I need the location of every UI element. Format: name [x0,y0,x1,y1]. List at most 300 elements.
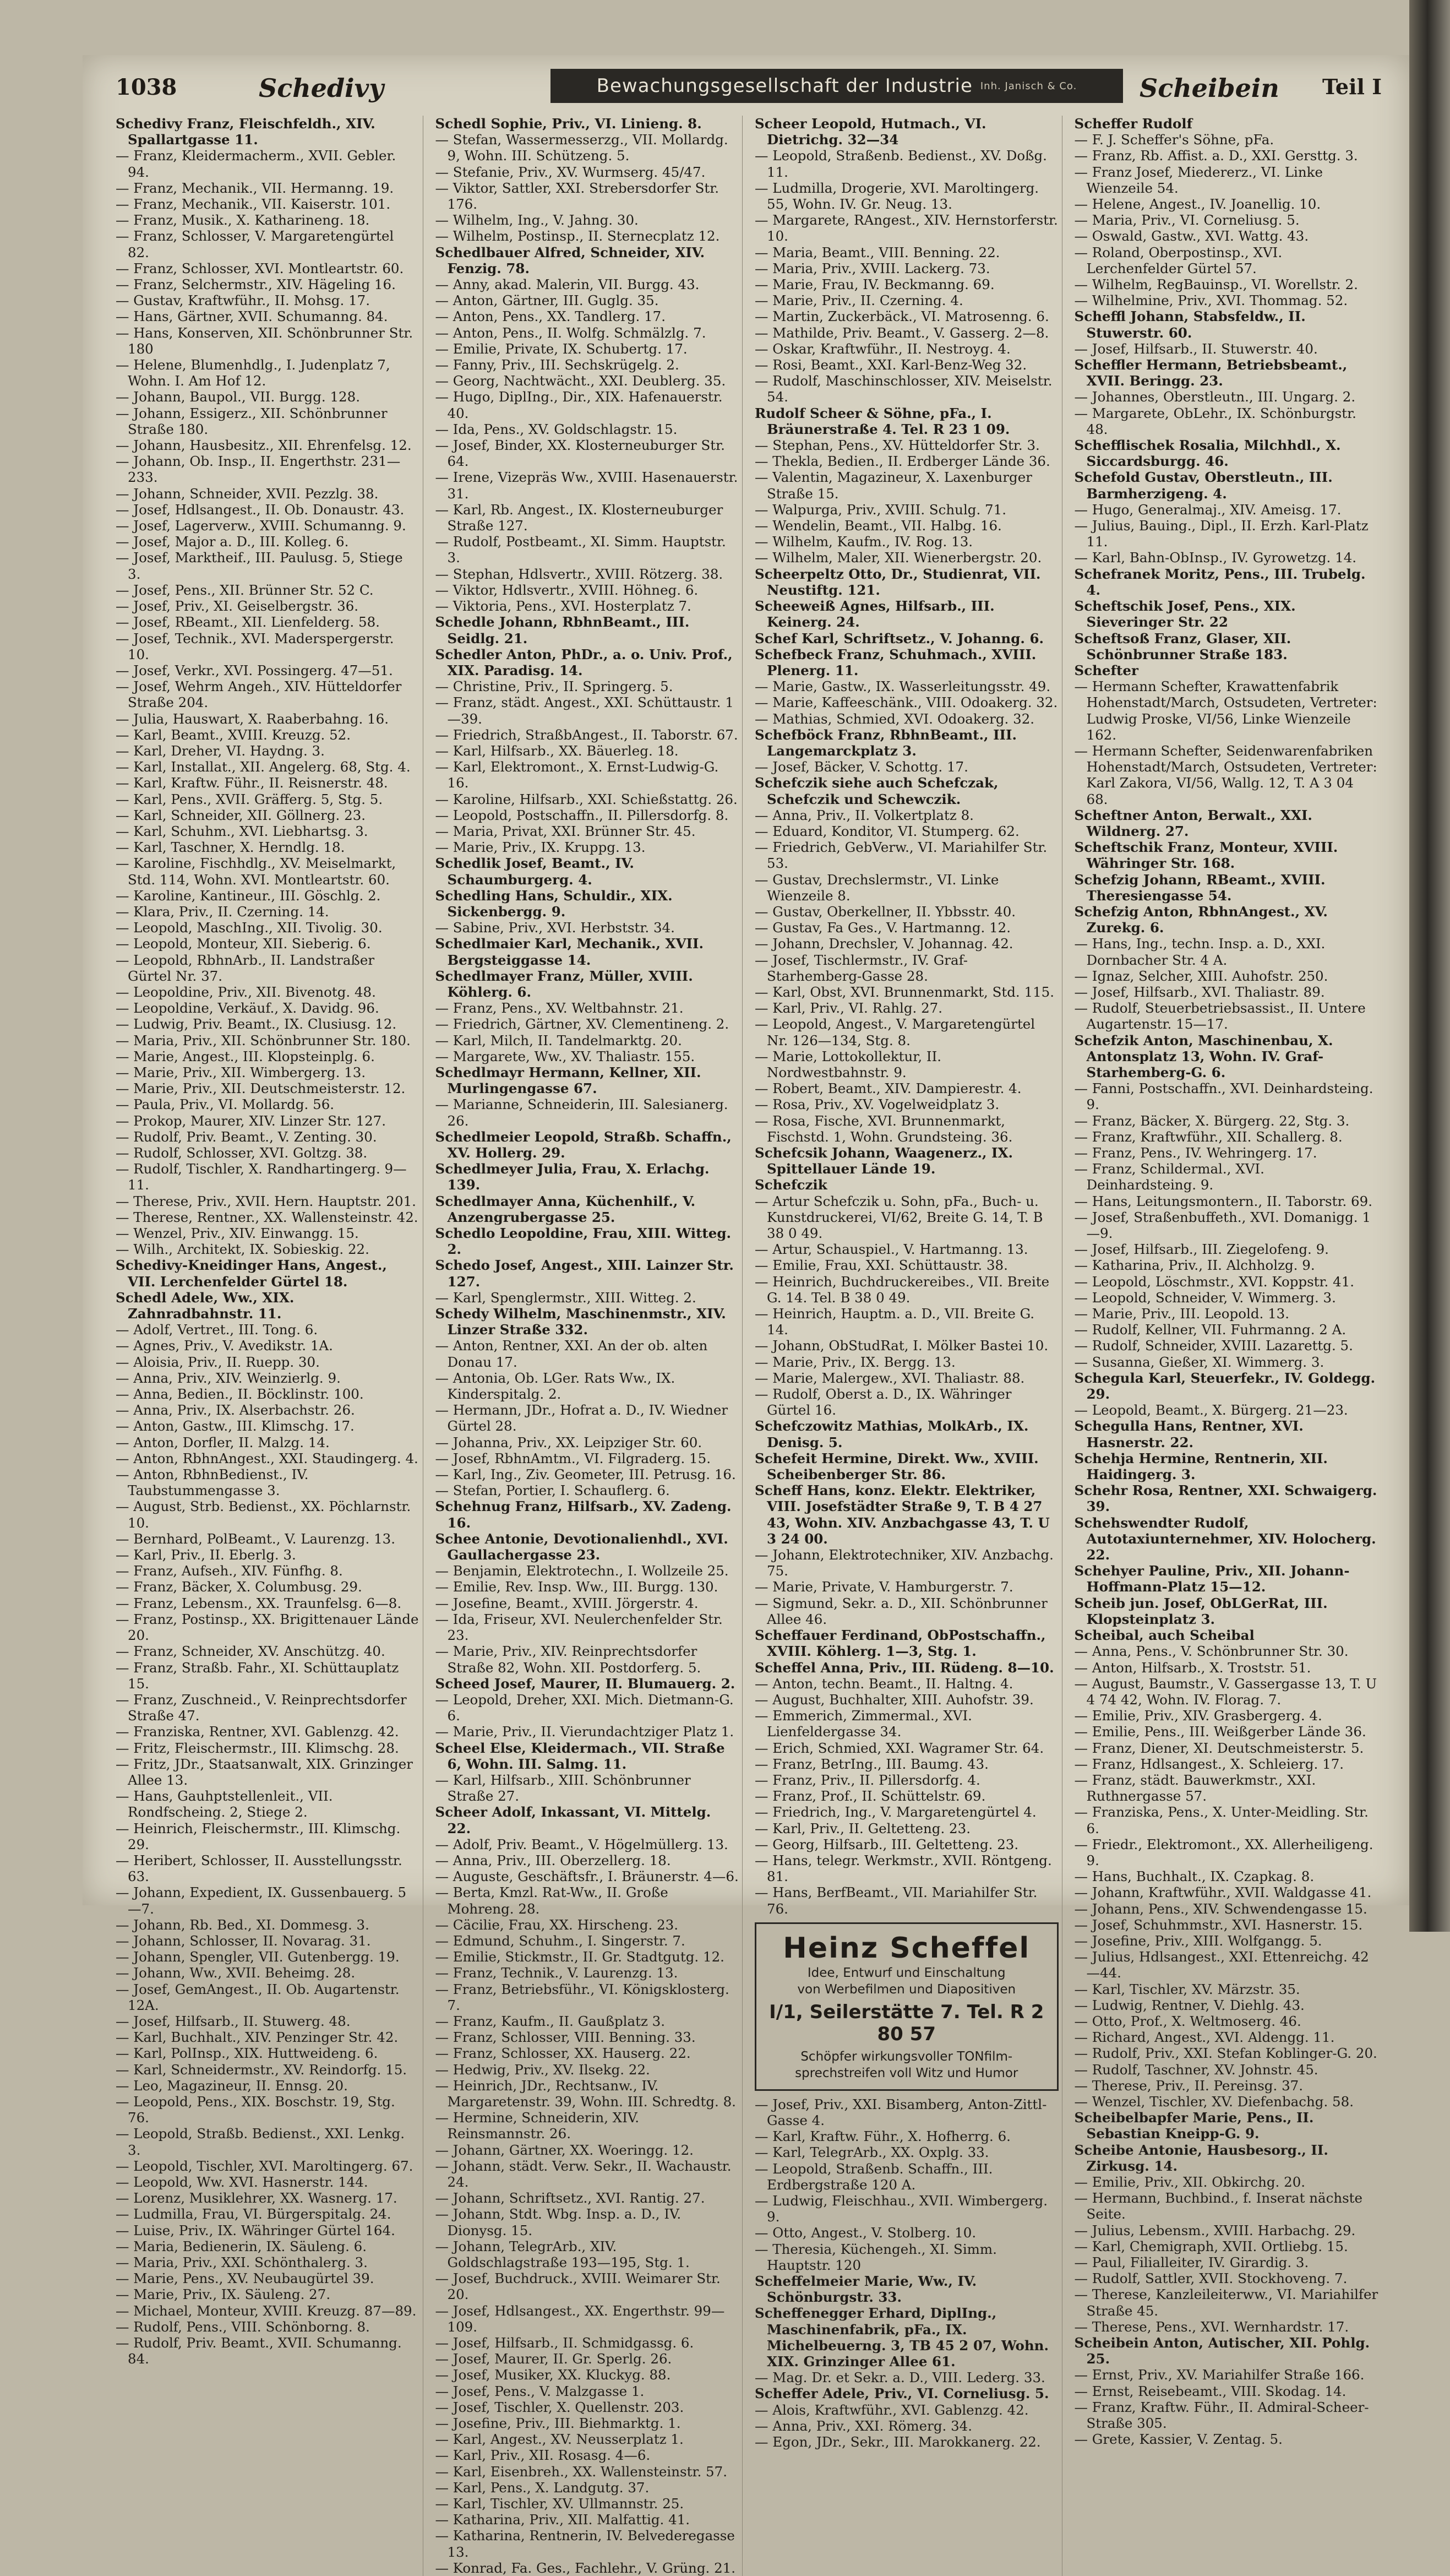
directory-entry: — Leopold, Tischler, XVI. Maroltingerg. 67. [116,2157,413,2174]
directory-entry: — Karl, Spenglermstr., XIII. Witteg. 2. [435,1289,696,1306]
directory-entry: — Fritz, Fleischermstr., III. Klimschg. 28. [116,1740,399,1756]
directory-entry: — Karl, Kraftw. Führ., X. Hofherrg. 6. [755,2128,1011,2145]
directory-entry: — Friedrich, Gärtner, XV. Clementineng. 2. [435,1016,729,1032]
directory-entry: Scheftschik Josef, Pens., XIX. Sieveringer Str. 22 [1074,598,1296,631]
directory-entry: — Karl, Ing., Ziv. Geometer, III. Petrusg. 16. [435,1466,736,1483]
directory-entry: — Agnes, Priv., V. Avedikstr. 1A. [116,1338,333,1354]
directory-entry: — Josef, Straßenbuffeth., XVI. Domanigg. 1—9. [1074,1209,1371,1242]
directory-entry: Scheffler Hermann, Betriebsbeamt., XVII. Beringg. 23. [1074,357,1348,389]
directory-entry: — Josef, Lagerverw., XVIII. Schumanng. 9. [116,518,406,534]
directory-entry: — Hans, Gauhptstellenleit., VII. Rondfscheing. 2, Stiege 2. [116,1788,333,1820]
directory-entry: — Walpurga, Priv., XVIII. Schulg. 71. [755,501,1007,518]
directory-entry: — Marie, Private, V. Hamburgerstr. 7. [755,1579,1013,1595]
section-label: Teil I [1322,74,1382,99]
directory-entry: Scheftschik Franz, Monteur, XVIII. Währinger Str. 168. [1074,839,1338,872]
directory-entry: — Edmund, Schuhm., I. Singerstr. 7. [435,1932,685,1949]
directory-entry: — Ludmilla, Frau, VI. Bürgerspitalg. 24. [116,2206,391,2222]
directory-entry: — Karl, Schneider, XII. Göllnerg. 23. [116,807,366,823]
directory-entry: — Karl, Priv., VI. Rahlg. 27. [755,1000,943,1017]
directory-entry: — Rudolf, Kellner, VII. Fuhrmanng. 2 A. [1074,1322,1347,1338]
directory-entry: — Johann, Hausbesitz., XII. Ehrenfelsg. 12. [116,437,412,454]
directory-entry: — Margarete, Ww., XV. Thaliastr. 155. [435,1048,695,1064]
directory-entry: — Leopold, Postschaffn., II. Pillersdorfg. 8. [435,807,729,823]
directory-entry: — Franz, Schildermal., XVI. Deinhardsteing. 9. [1074,1161,1264,1193]
directory-entry: — Gustav, Kraftwführ., II. Mohsg. 17. [116,292,370,309]
directory-entry: — Helene, Angest., IV. Joanellig. 10. [1074,196,1321,213]
directory-entry: — Richard, Angest., XVI. Aldengg. 11. [1074,2029,1335,2046]
directory-entry: — Marie, Angest., III. Klopsteinplg. 6. [116,1048,375,1064]
directory-entry: — Anna, Priv., III. Oberzellerg. 18. [435,1852,671,1868]
directory-entry: — Ernst, Priv., XV. Mariahilfer Straße 166. [1074,2367,1365,2383]
directory-entry: Schef Karl, Schriftsetz., V. Johanng. 6. [755,630,1044,646]
directory-entry: — Rudolf, Tischler, X. Randhartingerg. 9—11. [116,1161,407,1193]
directory-entry: — Wilh., Architekt, IX. Sobieskig. 22. [116,1241,369,1258]
directory-entry: — Hedwig, Priv., XV. Ilsekg. 22. [435,2061,650,2078]
directory-entry: — Roland, Oberpostinsp., XVI. Lerchenfelder Gürtel 57. [1074,244,1283,276]
directory-entry: — Rosa, Priv., XV. Vogelweidplatz 3. [755,1096,1000,1113]
directory-entry: — Franz, Schlosser, XX. Hauserg. 22. [435,2045,691,2062]
directory-entry: — Prokop, Maurer, XIV. Linzer Str. 127. [116,1112,386,1129]
ad-address: I/1, Seilerstätte 7. Tel. R 2 80 57 [769,2001,1044,2045]
directory-entry: — Ida, Pens., XV. Goldschlagstr. 15. [435,421,678,437]
directory-entry: — Johann, Rb. Bed., XI. Dommesg. 3. [116,1916,369,1933]
directory-entry: — Leopoldine, Priv., XII. Bivenotg. 48. [116,983,376,1000]
directory-entry: — Franz, Technik., V. Laurenzg. 13. [435,1965,678,1981]
directory-entry: — Ludmilla, Drogerie, XVI. Maroltingerg. 55, Wohn. IV. Gr. Neug. 13. [755,180,1039,213]
directory-entry: — Karl, Priv., II. Geltetteng. 23. [755,1820,971,1836]
directory-entry: — Luise, Priv., IX. Währinger Gürtel 164. [116,2222,395,2238]
directory-entry: — Hermann Schefter, Krawattenfabrik Hohenstadt/March, Ostsudeten, Vertreter: Ludwig Proske, VI/56, Linke Wienzeile 162. [1074,678,1377,743]
directory-entry: — Leopold, RbhnArb., II. Landstraßer Gürtel Nr. 37. [116,952,375,984]
directory-entry: — Franz, Schlosser, VIII. Benning. 33. [435,2029,696,2046]
directory-entry: Scheftsoß Franz, Glaser, XII. Schönbrunner Straße 183. [1074,630,1291,662]
directory-entry: — Josefine, Beamt., XVIII. Jörgerstr. 4. [435,1595,699,1611]
directory-entry: — Karoline, Kantineur., III. Göschlg. 2. [116,887,381,904]
directory-entry: — Marie, Priv., IX. Säuleng. 27. [116,2286,331,2303]
directory-entry: — Hans, Konserven, XII. Schönbrunner Str. 180 [116,324,413,357]
directory-entry: — Johann, Kraftwführ., XVII. Waldgasse 41. [1074,1884,1372,1901]
directory-entry: Scheer Leopold, Hutmach., VI. Dietrichg. 32—34 [755,116,986,148]
directory-entry: Schefflischek Rosalia, Milchhdl., X. Siccardsburgg. 46. [1074,437,1341,470]
directory-entry: — Emilie, Stickmstr., II. Gr. Stadtgutg. 12. [435,1949,724,1965]
directory-entry: — Marie, Malergew., XVI. Thaliastr. 88. [755,1369,1025,1386]
directory-entry: Schefeit Hermine, Direkt. Ww., XVIII. Scheibenberger Str. 86. [755,1450,1039,1483]
directory-entry: — Karl, Angest., XV. Neusserplatz 1. [435,2431,684,2448]
directory-entry: — Josef, Hdlsangest., XX. Engerthstr. 99—109. [435,2302,725,2335]
directory-entry: — Emilie, Frau, XXI. Schüttaustr. 38. [755,1257,1008,1274]
directory-entry: — Franz, Prof., II. Schüttelstr. 69. [755,1788,986,1805]
directory-entry: — Rudolf, Sattler, XVII. Stockhoveng. 7. [1074,2270,1348,2287]
directory-entry: — Sigmund, Sekr. a. D., XII. Schönbrunner Allee 46. [755,1595,1048,1627]
directory-entry: — Rosa, Fische, XVI. Brunnenmarkt, Fischstd. 1, Wohn. Grundsteing. 36. [755,1112,1013,1145]
directory-entry: — Josef, Buchdruck., XVIII. Weimarer Str. 20. [435,2270,721,2303]
directory-entry: — Josef, Marktheif., III. Paulusg. 5, Stiege 3. [116,550,403,582]
directory-entry: — Franz, Schneider, XV. Anschützg. 40. [116,1643,385,1660]
directory-entry: — Rosi, Beamt., XXI. Karl-Benz-Weg 32. [755,357,1027,373]
directory-entry: — Paul, Filialleiter, IV. Girardig. 3. [1074,2254,1309,2271]
directory-entry: Scheffl Johann, Stabsfeldw., II. Stuwerstr. 60. [1074,308,1306,341]
directory-entry: — Julia, Hauswart, X. Raaberbahng. 16. [116,710,389,727]
directory-entry: — Josef, Hilfsarb., II. Schmidgassg. 6. [435,2335,694,2351]
directory-entry: — Hans, BerfBeamt., VII. Mariahilfer Str. 76. [755,1884,1038,1917]
directory-entry: Schedlmayr Hermann, Kellner, XII. Murlingengasse 67. [435,1064,701,1097]
directory-entry: — Johann, Ww., XVII. Beheimg. 28. [116,1965,356,1981]
directory-entry: — Berta, Kmzl. Rat-Ww., II. Große Mohreng. 28. [435,1884,668,1917]
directory-entry: Schee Antonie, Devotionalienhdl., XVI. Gaullachergasse 23. [435,1530,728,1563]
banner-text: Bewachungsgesellschaft der Industrie [596,75,973,97]
directory-entry: Scheffer Rudolf [1074,116,1193,132]
directory-entry: Schefzig Anton, RbhnAngest., XV. Zurekg. 6. [1074,903,1328,936]
directory-entry: — Franz, Lebensm., XX. Traunfelsg. 6—8. [116,1595,402,1611]
directory-entry: — Heinrich, Hauptm. a. D., VII. Breite G. 14. [755,1306,1035,1338]
directory-entry: Scheibe Antonie, Hausbesorg., II. Zirkusg. 14. [1074,2142,1328,2174]
directory-entry: — Franz, Postinsp., XX. Brigittenauer Lände 20. [116,1611,419,1644]
directory-entry: — Wenzel, Priv., XIV. Einwangg. 15. [116,1225,359,1242]
directory-entry: Schegulla Hans, Rentner, XVI. Hasnerstr. 22. [1074,1418,1304,1450]
directory-entry: — Josef, Priv., XXI. Bisamberg, Anton-Zittl-Gasse 4. [755,2096,1047,2128]
header-right-keyword: Scheibein [1140,73,1279,103]
directory-entry: — Fritz, JDr., Staatsanwalt, XIX. Grinzinger Allee 13. [116,1756,413,1788]
directory-entry: Scheibein Anton, Autischer, XII. Pohlg. 25. [1074,2335,1370,2367]
directory-entry: Schefranek Moritz, Pens., III. Trubelg. 4. [1074,566,1366,598]
directory-entry: — Marie, Gastw., IX. Wasserleitungsstr. 49. [755,678,1051,695]
directory-entry: Schedl Sophie, Priv., VI. Linieng. 8. [435,116,702,132]
directory-entry: — Julius, Lebensm., XVIII. Harbachg. 29. [1074,2222,1356,2238]
directory-entry: — Otto, Prof., X. Weltmoserg. 46. [1074,2013,1301,2029]
directory-entry: — Johann, Baupol., VII. Burgg. 128. [116,389,361,405]
directory-entry: — Karl, Tischler, XV. Ullmannstr. 25. [435,2496,684,2512]
directory-entry: — Marie, Priv., XII. Wimbergerg. 13. [116,1064,366,1080]
directory-entry: — Johann, Ob. Insp., II. Engerthstr. 231—233. [116,453,401,486]
directory-entry: — Hugo, Generalmaj., XIV. Ameisg. 17. [1074,501,1342,518]
directory-entry: — Ignaz, Selcher, XIII. Auhofstr. 250. [1074,968,1328,984]
directory-entry: — Emilie, Private, IX. Schubertg. 17. [435,340,688,357]
directory-entry: — Friedrich, StraßbAngest., II. Taborstr. 67. [435,726,738,743]
directory-entry: — Johann, Schneider, XVII. Pezzlg. 38. [116,485,379,502]
directory-entry: — Leopold, Ww. XVI. Hasnerstr. 144. [116,2174,368,2190]
directory-entry: — Franz, Mechanik., VII. Hermanng. 19. [116,180,394,196]
directory-entry: — Artur, Schauspiel., V. Hartmanng. 13. [755,1241,1028,1258]
directory-entry: — Leopold, Angest., V. Margaretengürtel Nr. 126—134, Stg. 8. [755,1016,1035,1048]
directory-entry: — Stefan, Wassermesserzg., VII. Mollardg. 9, Wohn. III. Schützeng. 5. [435,132,728,164]
directory-entry: — Josef, Hilfsarb., III. Ziegelofeng. 9. [1074,1241,1329,1258]
directory-entry: — Hermann Schefter, Seidenwarenfabriken Hohenstadt/March, Ostsudeten, Vertreter: Karl Zakora, VI/56, Wallg. 12, T. A 3 04 68. [1074,742,1377,807]
directory-entry: — Adolf, Priv. Beamt., V. Högelmüllerg. 13. [435,1836,728,1852]
directory-entry: — Karl, Buchhalt., XIV. Penzinger Str. 42. [116,2029,399,2046]
directory-entry: — Anton, Rentner, XXI. An der ob. alten Donau 17. [435,1338,708,1370]
directory-entry: — Wilhelm, Postinsp., II. Sternecplatz 12. [435,228,720,244]
directory-entry: — Josef, Priv., XI. Geiselbergstr. 36. [116,598,359,615]
directory-entry: — Marie, Priv., IX. Bergg. 13. [755,1354,956,1370]
directory-entry: — Karl, Elektromont., X. Ernst-Ludwig-G. 16. [435,759,719,791]
directory-entry: Schedle Johann, RbhnBeamt., III. Seidlg. 21. [435,614,690,646]
directory-entry: — Marie, Frau, IV. Beckmanng. 69. [755,276,995,293]
directory-entry: — Martin, Zuckerbäck., VI. Matrosenng. 6. [755,308,1049,325]
directory-entry: — Emilie, Priv., XII. Obkirchg. 20. [1074,2174,1306,2190]
directory-entry: — Heribert, Schlosser, II. Ausstellungsstr. 63. [116,1852,402,1885]
directory-entry: — Marie, Priv., II. Czerning. 4. [755,292,963,309]
directory-entry: Schedlik Josef, Beamt., IV. Schaumburgerg. 4. [435,855,634,888]
directory-entry: — Josef, Hdlsangest., II. Ob. Donaustr. 43. [116,501,405,518]
directory-entry: Schedlo Leopoldine, Frau, XIII. Witteg. 2. [435,1225,731,1258]
directory-entry: — Rudolf, Schlosser, XVI. Goltzg. 38. [116,1145,368,1161]
directory-entry: Schefter [1074,662,1138,678]
directory-entry: — Gustav, Fa Ges., V. Hartmanng. 12. [755,920,1011,936]
directory-entry: — August, Strb. Bedienst., XX. Pöchlarnstr. 10. [116,1498,411,1531]
directory-entry: — Oskar, Kraftwführ., II. Nestroyg. 4. [755,340,1011,357]
directory-entry: — Anna, Bedien., II. Böcklinstr. 100. [116,1386,364,1403]
directory-entry: — Oswald, Gastw., XVI. Wattg. 43. [1074,228,1309,244]
directory-entry: — Karl, Eisenbreh., XX. Wallensteinstr. 57. [435,2463,728,2480]
directory-entry: — Michael, Monteur, XVIII. Kreuzg. 87—89. [116,2302,417,2319]
directory-entry: — Karl, Kraftw. Führ., II. Reisnerstr. 48. [116,775,388,791]
directory-entry: — Mathilde, Priv. Beamt., V. Gasserg. 2—8. [755,324,1049,341]
advertising-banner [550,69,1123,103]
directory-entry: — Johann, Drechsler, V. Johannag. 42. [755,936,1013,952]
directory-entry: — Maria, Priv., XXI. Schönthalerg. 3. [116,2254,368,2271]
directory-entry: Schefzig Johann, RBeamt., XVIII. Theresiengasse 54. [1074,871,1326,904]
directory-entry: — Wenzel, Tischler, XV. Diefenbachg. 58. [1074,2093,1354,2110]
directory-entry: — Marie, Priv., IX. Kruppg. 13. [435,839,646,856]
directory-entry: — Ludwig, Priv. Beamt., IX. Clusiusg. 12. [116,1016,397,1032]
page-header [116,69,1382,107]
directory-entry: — Karoline, Hilfsarb., XXI. Schießstattg. 26. [435,791,738,807]
column-1 [116,116,423,2576]
directory-entry: — Theresia, Küchengeh., XI. Simm. Hauptstr. 120 [755,2241,997,2273]
directory-entry: — Wilhelm, RegBauinsp., VI. Worellstr. 2. [1074,276,1358,293]
banner-subtext: Inh. Janisch & Co. [980,80,1077,92]
directory-entry: Schedlmeyer Julia, Frau, X. Erlachg. 139. [435,1161,710,1193]
directory-entry: — Josef, Technik., XVI. Maderspergerstr. 10. [116,630,394,662]
directory-page [83,55,1409,2576]
directory-entry: — Marie, Priv., XII. Deutschmeisterstr. 12. [116,1080,406,1097]
directory-entry: — Wilhelm, Kaufm., IV. Rog. 13. [755,534,973,550]
directory-entry: — Franz, Schlosser, XVI. Montleartstr. 60. [116,260,404,276]
directory-entry: — Emilie, Rev. Insp. Ww., III. Burgg. 130. [435,1579,718,1595]
directory-entry: — Susanna, Gießer, XI. Wimmerg. 3. [1074,1354,1324,1370]
directory-entry: — Johann, Pens., XIV. Schwendengasse 15. [1074,1900,1367,1917]
directory-entry: Schehnug Franz, Hilfsarb., XV. Zadeng. 16. [435,1498,732,1531]
directory-entry: — Franz, BetrIng., III. Baumg. 43. [755,1756,989,1772]
directory-entry: — Josef, GemAngest., II. Ob. Augartenstr. 12A. [116,1981,400,2013]
directory-entry: — Karl, Hilfsarb., XIII. Schönbrunner Straße 27. [435,1771,691,1805]
directory-entry: — Franz, Kaufm., II. Gaußplatz 3. [435,2013,666,2029]
directory-entry: — Josef, RbhnAmtm., VI. Filgraderg. 15. [435,1450,711,1466]
directory-entry: — Rudolf, Priv., XXI. Stefan Koblinger-G. 20. [1074,2045,1377,2062]
directory-entry: — Robert, Beamt., XIV. Dampierestr. 4. [755,1080,1022,1097]
directory-entry: — Heinrich, Fleischermstr., III. Klimschg. 29. [116,1820,401,1852]
directory-entry: — Franz, Pens., XV. Weltbahnstr. 21. [435,1000,684,1017]
directory-entry: Schedling Hans, Schuldir., XIX. Sickenbergg. 9. [435,887,673,920]
directory-entry: — Karl, Schneidermstr., XV. Reindorfg. 15. [116,2061,407,2078]
directory-entry: — Leopold, Dreher, XXI. Mich. Dietmann-G. 6. [435,1691,734,1724]
directory-entry: — Gustav, Oberkellner, II. Ybbsstr. 40. [755,903,1016,920]
directory-entry: Schedler Anton, PhDr., a. o. Univ. Prof., XIX. Paradisg. 14. [435,646,733,678]
directory-entry: — Hans, Gärtner, XVII. Schumanng. 84. [116,308,388,325]
directory-entry: — Karl, Priv., II. Eberlg. 3. [116,1547,296,1563]
directory-entry: — Anton, RbhnBedienst., IV. Taubstummengasse 3. [116,1466,309,1499]
directory-entry: — Heinrich, JDr., Rechtsanw., IV. Margaretenstr. 39, Wohn. III. Schredtg. 8. [435,2077,736,2110]
directory-entry: — August, Baumstr., V. Gassergasse 13, T. U 4 74 42, Wohn. IV. Florag. 7. [1074,1675,1377,1708]
directory-entry: — Emmerich, Zimmermal., XVI. Lienfeldergasse 34. [755,1708,972,1740]
directory-entry: Schedivy Franz, Fleischfeldh., XIV. Spallartgasse 11. [116,116,375,148]
directory-entry: — Hermann, JDr., Hofrat a. D., IV. Wiedner Gürtel 28. [435,1402,728,1434]
directory-entry: — Klara, Priv., II. Czerning. 14. [116,903,329,920]
directory-entry: — Lorenz, Musiklehrer, XX. Wasnerg. 17. [116,2190,397,2207]
directory-entry: Scheftner Anton, Berwalt., XXI. Wildnerg. 27. [1074,807,1312,839]
directory-entry: — Franz, Kraftw. Führ., II. Admiral-Scheer-Straße 305. [1074,2399,1369,2432]
directory-entry: — Otto, Angest., V. Stolberg. 10. [755,2225,977,2241]
directory-entry: Schedy Wilhelm, Maschinenmstr., XIV. Linzer Straße 332. [435,1306,726,1338]
directory-entry: Schefböck Franz, RbhnBeamt., III. Langemarckplatz 3. [755,726,1017,759]
directory-entry: — Stephan, Hdlsvertr., XVIII. Rötzerg. 38. [435,566,723,582]
directory-entry: — Heinrich, Buchdruckereibes., VII. Breite G. 14. Tel. B 38 0 49. [755,1273,1050,1306]
directory-entry: — Friedrich, Ing., V. Margaretengürtel 4. [755,1804,1037,1820]
directory-entry: — Hugo, DiplIng., Dir., XIX. Hafenauerstr. 40. [435,389,723,421]
directory-entry: — Johann, Spengler, VII. Gutenbergg. 19. [116,1949,400,1965]
ad-line-3: Schöpfer wirkungsvoller TONfilm- [800,2049,1013,2064]
directory-entry: — Anton, Dorfler, II. Malzg. 14. [116,1434,330,1450]
directory-entry: — Eduard, Konditor, VI. Stumperg. 62. [755,823,1020,839]
directory-entry: — Anna, Priv., XIV. Weinzierlg. 9. [116,1369,341,1386]
directory-entry: — Anton, Gastw., III. Klimschg. 17. [116,1418,355,1434]
directory-entry: — Anton, Pens., XX. Tandlerg. 17. [435,308,666,325]
directory-entry: — Wendelin, Beamt., VII. Halbg. 16. [755,518,1002,534]
directory-entry: Schefczowitz Mathias, MolkArb., IX. Denisg. 5. [755,1418,1029,1450]
directory-entry: Scheffel Anna, Priv., III. Rüdeng. 8—10. [755,1659,1054,1676]
directory-entry: — Emilie, Priv., XIV. Grasbergerg. 4. [1074,1708,1322,1724]
directory-entry: — Rudolf, Priv. Beamt., XVII. Schumanng. 84. [116,2335,402,2367]
directory-entry: — Leopold, Löschmstr., XVI. Koppstr. 41. [1074,1273,1355,1290]
directory-entry: — Leo, Magazineur, II. Ennsg. 20. [116,2077,348,2094]
directory-entry: — Friedrich, GebVerw., VI. Mariahilfer Str. 53. [755,839,1048,872]
directory-entry: — Irene, Vizepräs Ww., XVIII. Hasenauerstr. 31. [435,469,738,502]
directory-entry: Schedivy-Kneidinger Hans, Angest., VII. Lerchenfelder Gürtel 18. [116,1257,387,1290]
directory-entry: — Leopoldine, Verkäuf., X. Davidg. 96. [116,1000,379,1017]
directory-entry: Scheerpeltz Otto, Dr., Studienrat, VII. Neustiftg. 121. [755,566,1041,598]
directory-entry: Schefold Gustav, Oberstleutn., III. Barmherzigeng. 4. [1074,469,1333,502]
directory-entry: — Franz, städt. Angest., XXI. Schüttaustr. 1—39. [435,694,734,727]
directory-entry: — Adolf, Vertret., III. Tong. 6. [116,1322,318,1338]
directory-entry: — Karl, Priv., XII. Rosasg. 4—6. [435,2447,651,2464]
directory-entry: — Karl, Pens., XVII. Gräfferg. 5, Stg. 5. [116,791,383,807]
directory-entry: — Karl, TelegrArb., XX. Oxplg. 33. [755,2144,989,2161]
directory-entry: — Rudolf, Taschner, XV. Johnstr. 45. [1074,2061,1318,2078]
directory-entry: Scheffenegger Erhard, DiplIng., Maschinenfabrik, pFa., IX. Michelbeuerng. 3, TB 45 2 07, Wohn. XIX. Grinzinger Allee 61. [755,2305,1049,2370]
directory-entry: — Anton, Hilfsarb., X. Troststr. 51. [1074,1659,1311,1676]
directory-entry: — Marie, Pens., XV. Neubaugürtel 39. [116,2270,374,2287]
directory-entry: — Rudolf, Postbeamt., XI. Simm. Hauptstr. 3. [435,534,726,566]
directory-entry: — Konrad, Fa. Ges., Fachlehr., V. Grüng. 21. [435,2559,736,2576]
directory-entry: Schehr Rosa, Rentner, XXI. Schwaigerg. 39. [1074,1482,1377,1515]
directory-entry: — Josef, Wehrm Angeh., XIV. Hütteldorfer Straße 204. [116,678,402,711]
ad-title: Heinz Scheffel [783,1931,1031,1965]
directory-entry: — Franz, Musik., X. Katharineng. 18. [116,212,370,229]
directory-entry: — Maria, Priv., VI. Corneliusg. 5. [1074,212,1300,229]
directory-entry: Schefcsik Johann, Waagenerz., IX. Spittellauer Lände 19. [755,1145,1013,1177]
directory-entry: — Rudolf, Schneider, XVIII. Lazarettg. 5. [1074,1338,1353,1354]
directory-entry: — Georg, Nachtwächt., XXI. Deublerg. 35. [435,373,726,389]
directory-entry: Scheibelbapfer Marie, Pens., II. Sebastian Kneipp-G. 9. [1074,2110,1314,2142]
directory-entry: — Katharina, Priv., II. Alchholzg. 9. [1074,1257,1315,1274]
directory-entry: — Johann, Schriftsetz., XVI. Rantig. 27. [435,2190,705,2207]
directory-entry: — Rudolf, Pens., VIII. Schönborng. 8. [116,2318,370,2335]
directory-entry: — Josefine, Priv., XIII. Wolfgangg. 5. [1074,1932,1322,1949]
directory-entry: Schefbeck Franz, Schuhmach., XVIII. Plenerg. 11. [755,646,1037,678]
directory-entry: — Therese, Rentner., XX. Wallensteinstr. 42. [116,1209,418,1225]
directory-entry: — Therese, Priv., II. Pereinsg. 37. [1074,2077,1304,2094]
directory-entry: — Karl, Chemigraph, XVII. Ortliebg. 15. [1074,2238,1348,2254]
directory-entry: — Franz, Straßb. Fahr., XI. Schüttauplatz 15. [116,1659,399,1692]
directory-entry: Scheed Josef, Maurer, II. Blumauerg. 2. [435,1675,735,1692]
directory-entry: — Anna, Priv., IX. Alserbachstr. 26. [116,1402,355,1419]
directory-entry: — Katharina, Rentnerin, IV. Belvederegasse 13. [435,2528,735,2560]
directory-entry: — Marianne, Schneiderin, III. Salesianerg. 26. [435,1096,728,1129]
directory-entry: — Mathias, Schmied, XVI. Odoakerg. 32. [755,710,1035,727]
directory-entry: — Josefine, Priv., III. Biehmarktg. 1. [435,2415,681,2432]
directory-entry: — Karl, Schuhm., XVI. Liebhartsg. 3. [116,823,368,839]
directory-entry: — Karl, Milch, II. Tandelmarktg. 20. [435,1032,682,1048]
directory-entry: — Josef, Verkr., XVI. Possingerg. 47—51. [116,662,393,678]
directory-entry: — Josef, Hilfsarb., II. Stuwerg. 48. [116,2013,351,2029]
directory-entry: — Julius, Hdlsangest., XXI. Ettenreichg. 42—44. [1074,1949,1369,1981]
directory-entry: — Stephan, Pens., XV. Hütteldorfer Str. 3. [755,437,1040,454]
directory-entry: Scheffer Adele, Priv., VI. Corneliusg. 5. [755,2385,1049,2402]
directory-entry: — Franz, Rb. Affist. a. D., XXI. Gersttg. 3. [1074,148,1358,164]
directory-entry: — Leopold, Straßenb. Bedienst., XV. Doßg. 11. [755,148,1047,180]
directory-entry: Scheffelmeier Marie, Ww., IV. Schönburgstr. 33. [755,2273,977,2306]
directory-entry: — Stefan, Portier, I. Schauflerg. 6. [435,1482,670,1499]
directory-entry: — Benjamin, Elektrotechn., I. Wollzeile 25. [435,1563,729,1579]
directory-entry: Schedl Adele, Ww., XIX. Zahnradbahnstr. 11. [116,1289,295,1322]
directory-entry: Schedo Josef, Angest., XIII. Lainzer Str. 127. [435,1257,734,1290]
directory-entry: — Franz, städt. Bauwerkmstr., XXI. Ruthnergasse 57. [1074,1771,1316,1805]
directory-entry: — Rudolf, Priv. Beamt., V. Zenting. 30. [116,1128,377,1145]
directory-entry: — Josef, Major a. D., III. Kolleg. 6. [116,534,349,550]
directory-entry: Scheff Hans, konz. Elektr. Elektriker, VIII. Josefstädter Straße 9, T. B 4 27 43, Wohn. XIV. Anzbachgasse 43, T. U 3 24 00. [755,1482,1050,1547]
directory-entry: — Therese, Kanzleileiterww., VI. Mariahilfer Straße 45. [1074,2286,1378,2319]
directory-entry: — Valentin, Magazineur, X. Laxenburger Straße 15. [755,469,1032,502]
directory-entry: — Hans, Ing., techn. Insp. a. D., XXI. Dornbacher Str. 4 A. [1074,936,1326,968]
directory-entry: — Margarete, ObLehr., IX. Schönburgstr. 48. [1074,405,1356,437]
directory-entry: Scheffauer Ferdinand, ObPostschaffn., XVIII. Köhlerg. 1—3, Stg. 1. [755,1627,1046,1660]
directory-entry: — Friedr., Elektromont., XX. Allerheiligeng. 9. [1074,1836,1373,1868]
directory-entry: — Johann, Stdt. Wbg. Insp. a. D., IV. Dionysg. 15. [435,2206,682,2238]
directory-entry: Schedlbauer Alfred, Schneider, XIV. Fenzig. 78. [435,244,705,276]
directory-entry: — Franz, Betriebsführ., VI. Königsklosterg. 7. [435,1981,729,2013]
directory-entry: — Helene, Blumenhdlg., I. Judenplatz 7, Wohn. I. Am Hof 12. [116,357,390,389]
directory-entry: — Franz, Selchermstr., XIV. Hägeling 16. [116,276,396,293]
directory-entry: — Josef, Pens., V. Malzgasse 1. [435,2383,645,2399]
directory-entry: — Franz, Aufseh., XIV. Fünfhg. 8. [116,1563,343,1579]
directory-entry: — Johanna, Priv., XX. Leipziger Str. 60. [435,1434,702,1450]
directory-entry: — Fanni, Postschaffn., XVI. Deinhardsteing. 9. [1074,1080,1373,1113]
directory-entry: Scheer Adolf, Inkassant, VI. Mittelg. 22. [435,1804,711,1836]
directory-entry: — Johann, ObStudRat, I. Mölker Bastei 10. [755,1338,1049,1354]
directory-entry: — Rudolf, Oberst a. D., IX. Währinger Gürtel 16. [755,1386,1012,1419]
directory-entry: — F. J. Scheffer's Söhne, pFa. [1074,132,1274,148]
directory-entry: — Josef, Tischler, X. Quellenstr. 203. [435,2399,684,2415]
directory-entry: — Karl, Bahn-ObInsp., IV. Gyrowetzg. 14. [1074,550,1357,566]
directory-entry: — Franz, Bäcker, X. Columbusg. 29. [116,1579,362,1595]
directory-entry: — Hermine, Schneiderin, XIV. Reinsmannstr. 26. [435,2110,640,2142]
directory-entry: — Marie, Priv., III. Leopold. 13. [1074,1306,1290,1322]
directory-entry: — Karl, Obst, XVI. Brunnenmarkt, Std. 115. [755,983,1055,1000]
directory-entry: — Johann, TelegrArb., XIV. Goldschlagstraße 193—195, Stg. 1. [435,2238,690,2271]
directory-entry: — Leopold, Straßenb. Schaffn., III. Erdbergstraße 120 A. [755,2160,993,2193]
directory-entry: — Franz, Kleidermacherm., XVII. Gebler. 94. [116,148,396,180]
directory-entry: — Wilhelm, Maler, XII. Wienerbergstr. 20. [755,550,1042,566]
